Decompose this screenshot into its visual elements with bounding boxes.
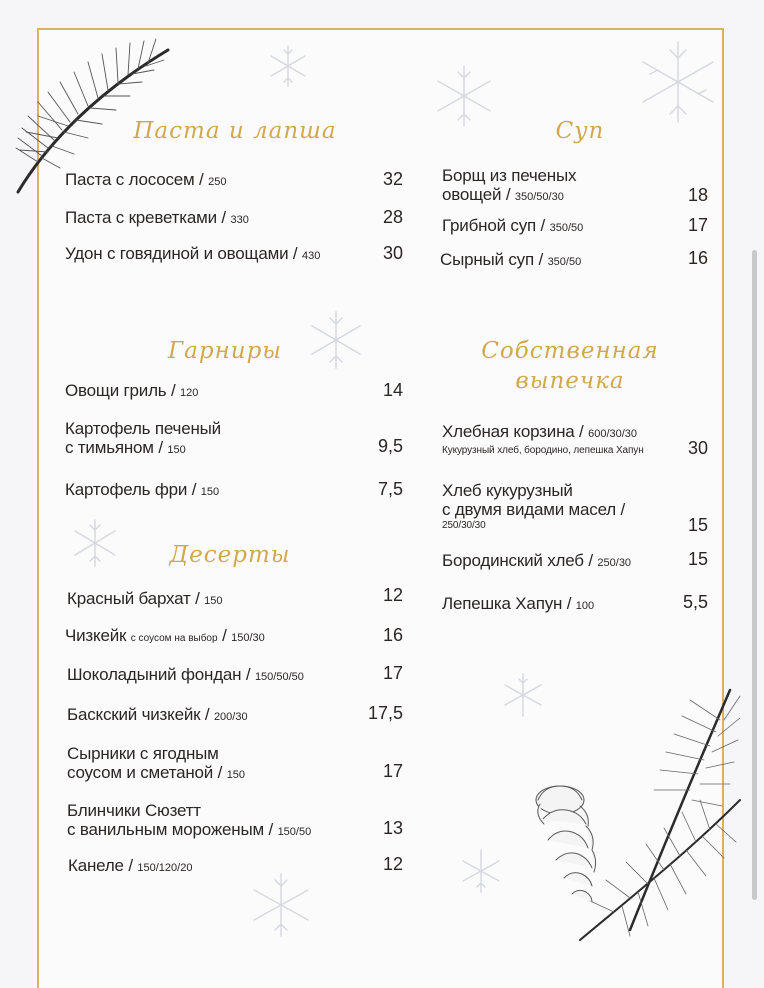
item-weight: 150/120/20: [137, 862, 193, 874]
item-price: 16: [382, 625, 403, 645]
item-note: с соусом на выбор: [130, 633, 218, 644]
item-price: 15: [687, 549, 708, 569]
item-weight: 200/30: [213, 711, 248, 723]
item-weight: 120: [180, 387, 199, 399]
section-title-soup: Суп: [555, 118, 605, 144]
snowflake-icon: [70, 518, 120, 568]
item-name: Грибной суп: [442, 216, 537, 235]
item-price: 12: [382, 854, 403, 874]
item-price: 7,5: [377, 479, 403, 499]
item-price: 18: [687, 185, 708, 205]
item-weight: 330: [230, 214, 249, 226]
item-name-line2: с тимьяном: [65, 438, 154, 457]
section-title-desserts: Десерты: [169, 542, 291, 568]
menu-item: Баскский чизкейк / 200/30: [67, 705, 248, 724]
menu-item: Овощи гриль / 120: [65, 381, 199, 400]
item-name-line1: Картофель печеный: [65, 419, 221, 438]
item-name-line1: Сырники с ягодным: [67, 744, 219, 763]
item-price: 17: [382, 761, 403, 781]
item-price: 17: [382, 663, 403, 683]
pine-cone-icon: [520, 680, 750, 960]
menu-item: Борщ из печеных овощей / 350/50/30: [442, 166, 577, 204]
item-weight: 250: [208, 176, 227, 188]
item-weight: 100: [575, 600, 595, 612]
menu-item: Лепешка Хапун / 100: [442, 594, 595, 613]
item-weight: 150/50: [277, 826, 312, 838]
menu-item: Удон с говядиной и овощами / 430: [65, 244, 321, 263]
scrollbar[interactable]: [752, 250, 757, 900]
item-weight: 350/50: [547, 256, 582, 268]
section-title-pasta: Паста и лапша: [133, 118, 337, 144]
item-name: Лепешка Хапун: [442, 594, 563, 613]
menu-item: Чизкейк с соусом на выбор / 150/30: [65, 626, 265, 645]
section-title-sides: Гарниры: [167, 338, 283, 364]
item-weight: 150: [200, 486, 220, 498]
item-name: Паста с лососем: [65, 170, 195, 189]
item-name: Удон с говядиной и овощами: [65, 244, 289, 263]
item-name: Баскский чизкейк: [67, 705, 201, 724]
menu-item: Сырный суп / 350/50: [440, 250, 582, 269]
menu-item: Канеле / 150/120/20: [68, 856, 193, 875]
menu-item: Бородинский хлеб / 250/30: [442, 551, 632, 570]
snowflake-icon: [266, 44, 310, 88]
item-price: 32: [382, 169, 403, 189]
item-name-line1: Блинчики Сюзетт: [67, 801, 201, 820]
item-price: 15: [687, 515, 708, 535]
item-name: Чизкейк: [65, 626, 127, 645]
item-price: 9,5: [377, 436, 403, 456]
snowflake-icon: [248, 872, 314, 938]
item-name: Овощи гриль: [65, 381, 167, 400]
item-name-line2: с ванильным мороженым: [67, 820, 264, 839]
item-weight: 600/30/30: [588, 428, 638, 440]
item-price: 17,5: [367, 703, 403, 723]
item-weight: 250/30/30: [442, 520, 486, 531]
item-price: 30: [687, 438, 708, 458]
item-note: Кукурузный хлеб, бородино, лепешка Хапун: [442, 445, 644, 456]
item-name-line2: овощей: [442, 185, 502, 204]
menu-item: Хлеб кукурузный с двумя видами масел / 250/30/30: [442, 481, 626, 531]
item-price: 28: [382, 207, 403, 227]
item-name: Шоколадыний фондан: [67, 665, 242, 684]
item-weight: 150: [167, 444, 186, 456]
menu-item: Красный бархат / 150: [67, 589, 223, 608]
menu-item: Хлебная корзина / 600/30/30 Кукурузный хлеб, бородино, лепешка Хапун: [442, 422, 644, 456]
section-title-bakery-line1: Собственная: [481, 338, 659, 364]
item-weight: 150/50/50: [254, 671, 304, 683]
item-price: 16: [687, 248, 708, 268]
item-name: Паста с креветками: [65, 208, 217, 227]
item-name: Картофель фри: [65, 480, 188, 499]
menu-item: Картофель фри / 150: [65, 480, 220, 499]
item-price: 5,5: [682, 592, 708, 612]
item-price: 14: [382, 380, 403, 400]
item-name: Бородинский хлеб: [442, 551, 584, 570]
item-name-line1: Хлеб кукурузный: [442, 481, 573, 500]
menu-item: Паста с лососем / 250: [65, 170, 227, 189]
menu-item: Картофель печеный с тимьяном / 150: [65, 419, 221, 457]
item-weight: 430: [301, 250, 321, 262]
item-name-line2: соусом и сметаной: [67, 763, 214, 782]
section-title-bakery-line2: выпечка: [515, 368, 625, 394]
item-name: Сырный суп: [440, 250, 534, 269]
item-price: 12: [382, 585, 403, 605]
item-weight: 150: [226, 769, 246, 781]
menu-item: Паста с креветками / 330: [65, 208, 249, 227]
item-weight: 150: [204, 595, 223, 607]
item-price: 30: [382, 243, 403, 263]
item-name-line2: с двумя видами масел: [442, 500, 616, 519]
item-price: 13: [382, 818, 403, 838]
item-weight: 250/30: [597, 557, 632, 569]
menu-item: Грибной суп / 350/50: [442, 216, 584, 235]
item-name: Красный бархат: [67, 589, 191, 608]
snowflake-icon: [458, 848, 504, 894]
snowflake-icon: [636, 40, 720, 124]
item-name: Канеле: [68, 856, 124, 875]
item-weight: 350/50: [549, 222, 584, 234]
item-weight: 350/50/30: [514, 191, 564, 203]
menu-item: Шоколадыний фондан / 150/50/50: [67, 665, 304, 684]
item-name: Хлебная корзина: [442, 422, 575, 441]
item-weight: 150/30: [231, 632, 265, 644]
menu-item: Сырники с ягодным соусом и сметаной / 150: [67, 744, 246, 782]
menu-item: Блинчики Сюзетт с ванильным мороженым / 150/50: [67, 801, 312, 839]
item-price: 17: [687, 215, 708, 235]
item-name-line1: Борщ из печеных: [442, 166, 577, 185]
